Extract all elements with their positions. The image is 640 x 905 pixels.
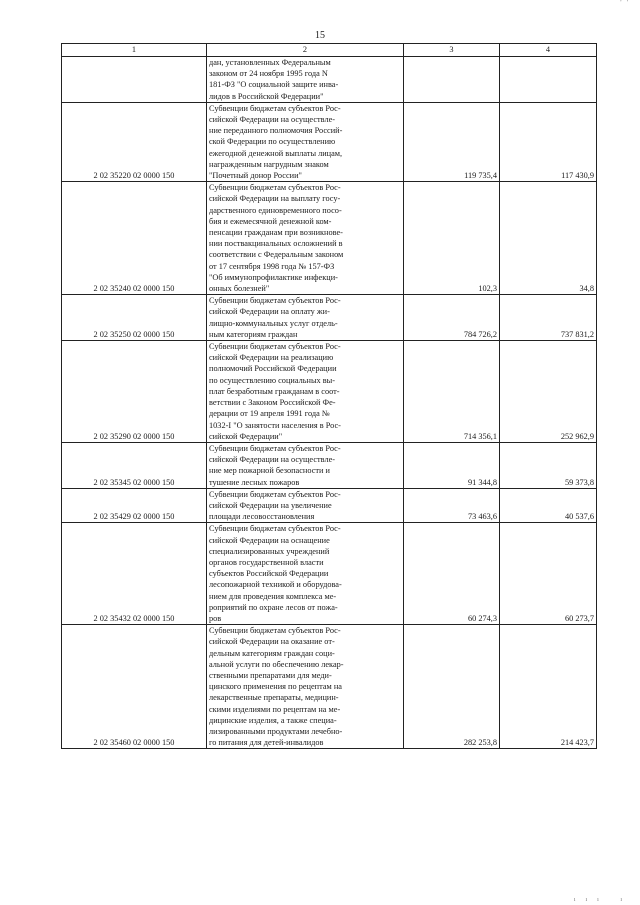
description-line: го питания для детей-инвалидов (209, 738, 324, 748)
description-line: роприятий по охране лесов от пожа- (209, 602, 338, 612)
description-line: ным категориям граждан (209, 329, 298, 339)
description-line: лищно-коммунальных услуг отдель- (209, 318, 338, 328)
budget-description (207, 182, 404, 295)
description-line: сийской Федерации на оснащение (209, 535, 330, 545)
description-line: онных болезней" (209, 284, 270, 294)
table-body (62, 57, 597, 749)
description-line: соответствии с Федеральным законом (209, 250, 344, 260)
amount-column-3: 282 253,8 (404, 625, 500, 749)
amount-column-4: 214 423,7 (500, 625, 597, 749)
description-line: ние переданного полномочия Россий- (209, 126, 343, 136)
description-line: сийской Федерации на оплату жи- (209, 307, 330, 317)
table-row (62, 523, 597, 625)
description-line: нии поствакцинальных осложнений в (209, 239, 343, 249)
budget-description (207, 442, 404, 488)
table-header-row (62, 44, 597, 57)
description-line: субъектов Российской Федерации (209, 569, 329, 579)
description-line: дицинские изделия, а также специа- (209, 715, 337, 725)
budget-description (207, 295, 404, 341)
description-line: сийской Федерации на увеличение (209, 500, 332, 510)
description-line: лекарственные препараты, медицин- (209, 693, 339, 703)
budget-code: 2 02 35250 02 0000 150 (62, 295, 207, 341)
corner-scan-marks: ' ' (620, 0, 630, 6)
description-line: по осуществлению социальных вы- (209, 375, 335, 385)
amount-column-4: 60 273,7 (500, 523, 597, 625)
description-line: лесопожарной техникой и оборудова- (209, 580, 342, 590)
amount-column-4: 40 537,6 (500, 488, 597, 523)
description-line: лизированными продуктами лечебно- (209, 726, 343, 736)
description-line: ственными препаратами для меди- (209, 670, 332, 680)
amount-column-3: 73 463,6 (404, 488, 500, 523)
description-line: законом от 24 ноября 1995 года N (209, 69, 328, 79)
description-line: Субвенции бюджетам субъектов Рос- (209, 342, 341, 352)
budget-description (207, 57, 404, 103)
description-line: скими изделиями по рецептам на ме- (209, 704, 341, 714)
description-line: Субвенции бюджетам субъектов Рос- (209, 626, 341, 636)
amount-column-4: 59 373,8 (500, 442, 597, 488)
description-line: Субвенции бюджетам субъектов Рос- (209, 296, 341, 306)
description-line: плат безработным гражданам в соот- (209, 386, 340, 396)
description-line: ежегодной денежной выплаты лицам, (209, 148, 343, 158)
table-row (62, 102, 597, 181)
amount-column-4 (500, 57, 597, 103)
table-row (62, 442, 597, 488)
amount-column-4: 252 962,9 (500, 341, 597, 443)
amount-column-4: 117 430,9 (500, 102, 597, 181)
amount-column-4: 34,8 (500, 182, 597, 295)
budget-description (207, 102, 404, 181)
description-line: дарственного единовременного посо- (209, 205, 342, 215)
description-line: полномочий Российской Федерации (209, 364, 337, 374)
budget-code: 2 02 35220 02 0000 150 (62, 102, 207, 181)
amount-column-4: 737 831,2 (500, 295, 597, 341)
budget-code: 2 02 35460 02 0000 150 (62, 625, 207, 749)
description-line: сийской Федерации на оказание от- (209, 637, 335, 647)
description-line: "Почетный донор России" (209, 171, 302, 181)
table-row (62, 625, 597, 749)
budget-description (207, 625, 404, 749)
description-line: ние мер пожарной безопасности и (209, 466, 330, 476)
description-line: "Об иммунопрофилактике инфекци- (209, 272, 338, 282)
description-line: от 17 сентября 1998 года № 157-ФЗ (209, 261, 335, 271)
description-line: 181-ФЗ "О социальной защите инва- (209, 80, 339, 90)
description-line: Субвенции бюджетам субъектов Рос- (209, 443, 341, 453)
budget-description (207, 341, 404, 443)
description-line: ров (209, 613, 222, 623)
description-line: ской Федерации по осуществлению (209, 137, 336, 147)
description-line: лидов в Российской Федерации" (209, 91, 324, 101)
description-line: пенсации гражданам при возникнове- (209, 228, 343, 238)
description-line: нием для проведения комплекса ме- (209, 591, 337, 601)
footer-scan-marks: ııı ı (573, 897, 632, 903)
description-line: сийской Федерации на выплату госу- (209, 194, 341, 204)
budget-code (62, 57, 207, 103)
column-header-1: 1 (62, 44, 207, 57)
description-line: бия и ежемесячной денежной ком- (209, 216, 332, 226)
description-line: Субвенции бюджетам субъектов Рос- (209, 103, 341, 113)
amount-column-3: 91 344,8 (404, 442, 500, 488)
description-line: награжденным нагрудным знаком (209, 159, 329, 169)
budget-description (207, 523, 404, 625)
budget-code: 2 02 35432 02 0000 150 (62, 523, 207, 625)
description-line: сийской Федерации на осуществле- (209, 115, 336, 125)
description-line: специализированных учреждений (209, 546, 330, 556)
amount-column-3: 784 726,2 (404, 295, 500, 341)
description-line: дан, установленных Федеральным (209, 58, 331, 67)
description-line: органов государственной власти (209, 557, 324, 567)
table-row (62, 295, 597, 341)
description-line: дерации от 19 апреля 1991 года № (209, 409, 330, 419)
amount-column-3: 714 356,1 (404, 341, 500, 443)
column-header-3: 3 (404, 44, 500, 57)
budget-code: 2 02 35345 02 0000 150 (62, 442, 207, 488)
table-row (62, 57, 597, 103)
description-line: дельным категориям граждан соци- (209, 648, 335, 658)
description-line: площади лесовосстановления (209, 512, 315, 522)
budget-description (207, 488, 404, 523)
column-header-4: 4 (500, 44, 597, 57)
table-row (62, 182, 597, 295)
budget-code: 2 02 35429 02 0000 150 (62, 488, 207, 523)
description-line: 1032-I "О занятости населения в Рос- (209, 420, 341, 430)
description-line: Субвенции бюджетам субъектов Рос- (209, 489, 341, 499)
description-line: сийской Федерации на осуществле- (209, 455, 336, 465)
description-line: ветствии с Законом Российской Фе- (209, 398, 336, 408)
description-line: альной услуги по обеспечению лекар- (209, 659, 344, 669)
budget-table (61, 43, 597, 749)
budget-code: 2 02 35240 02 0000 150 (62, 182, 207, 295)
amount-column-3: 60 274,3 (404, 523, 500, 625)
amount-column-3: 119 735,4 (404, 102, 500, 181)
budget-code: 2 02 35290 02 0000 150 (62, 341, 207, 443)
page-number: 15 (315, 30, 325, 41)
table-row (62, 341, 597, 443)
table-row (62, 488, 597, 523)
amount-column-3 (404, 57, 500, 103)
description-line: сийской Федерации" (209, 431, 283, 441)
description-line: Субвенции бюджетам субъектов Рос- (209, 524, 341, 534)
description-line: тушение лесных пожаров (209, 477, 300, 487)
description-line: Субвенции бюджетам субъектов Рос- (209, 183, 341, 193)
column-header-2: 2 (207, 44, 404, 57)
description-line: цинского применения по рецептам на (209, 682, 342, 692)
description-line: сийской Федерации на реализацию (209, 353, 334, 363)
amount-column-3: 102,3 (404, 182, 500, 295)
